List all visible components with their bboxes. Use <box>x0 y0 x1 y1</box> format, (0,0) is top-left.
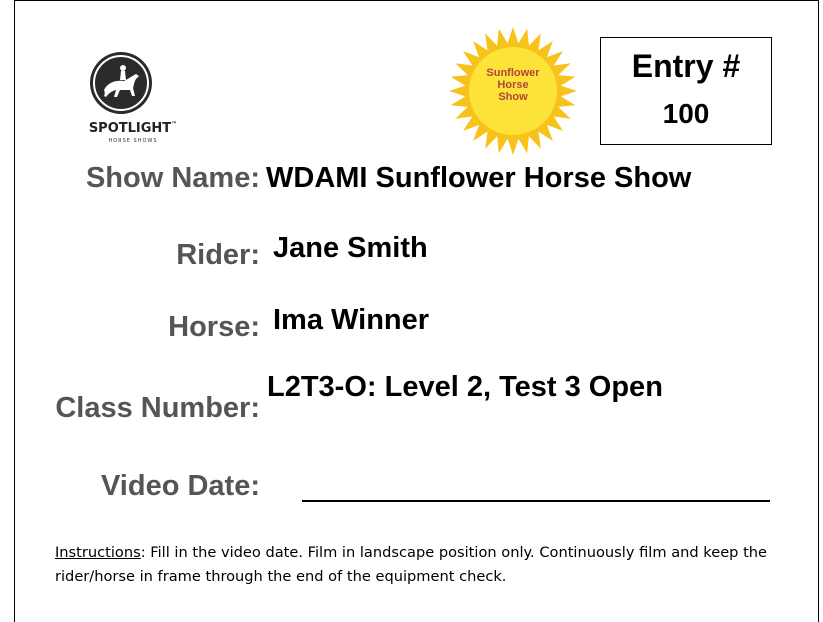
class-number-label: Class Number: <box>55 392 260 424</box>
rider-label: Rider: <box>176 239 260 271</box>
horse-rider-icon <box>90 52 152 114</box>
spotlight-logo <box>78 44 178 144</box>
rider-value: Jane Smith <box>273 232 428 264</box>
instructions-heading: Instructions <box>55 544 141 561</box>
entry-number-box <box>600 37 772 145</box>
horse-label: Horse: <box>168 311 260 343</box>
sunflower-badge-text: Sunflower Horse Show <box>486 67 540 103</box>
show-name-value: WDAMI Sunflower Horse Show <box>266 162 692 194</box>
logo-wordmark: SPOTLIGHT™ <box>88 121 178 136</box>
show-name-label: Show Name: <box>85 162 260 194</box>
class-number-value: L2T3-O: Level 2, Test 3 Open <box>267 371 663 403</box>
video-date-label: Video Date: <box>100 470 260 502</box>
instructions-text: : Fill in the video date. Film in landscape position only. Continuously film and keep the rider/horse in frame through the end of the equipment check. <box>55 544 768 585</box>
instructions <box>55 541 795 589</box>
entry-label: Entry # <box>631 48 741 84</box>
entry-number: 100 <box>662 98 710 129</box>
video-date-blank-line <box>302 500 770 502</box>
horse-value: Ima Winner <box>273 304 430 336</box>
logo-subtitle: HORSE SHOWS <box>108 138 158 144</box>
